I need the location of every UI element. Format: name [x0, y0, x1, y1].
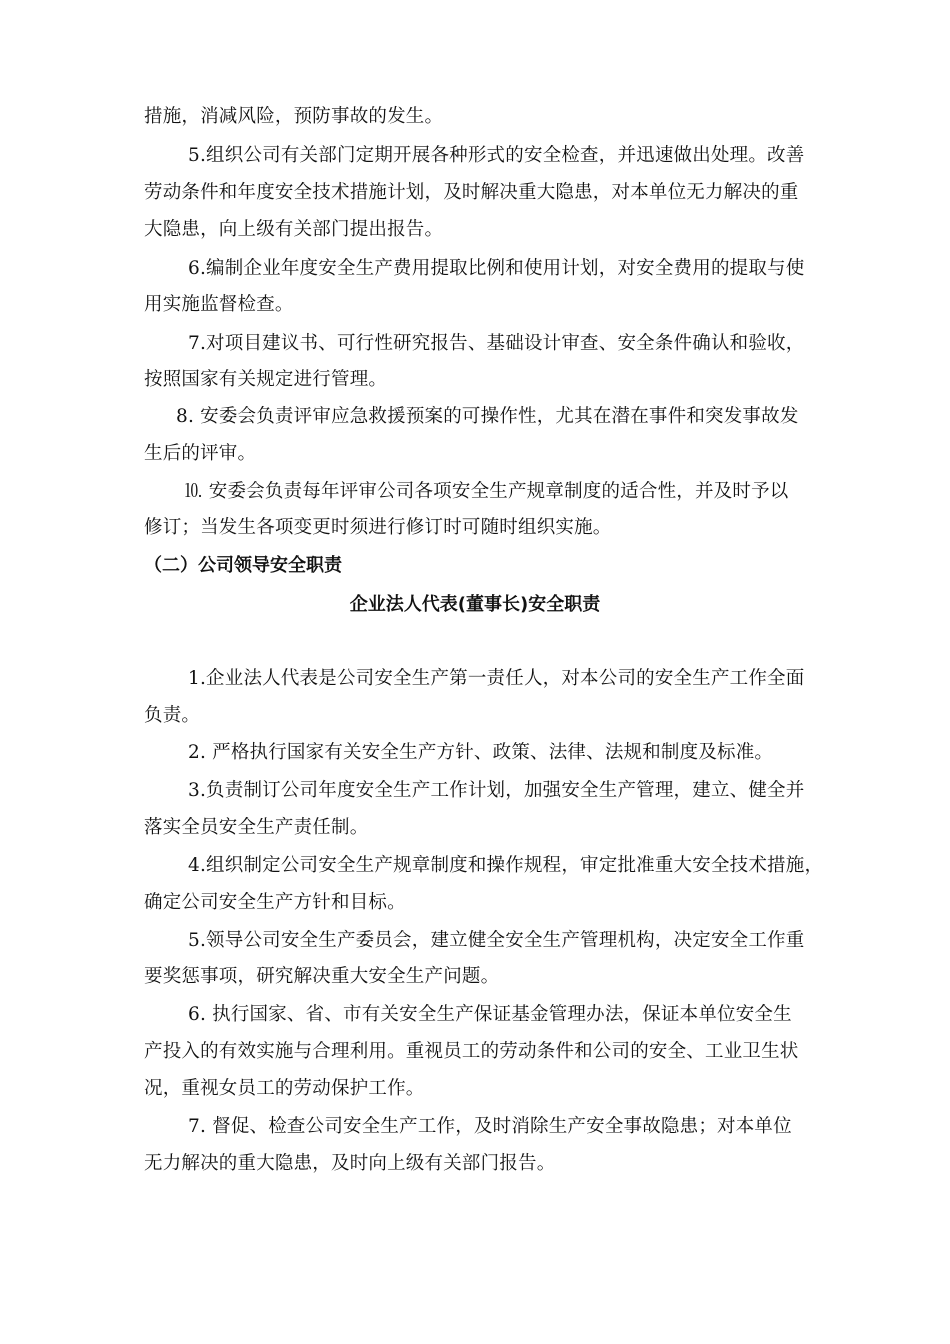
paragraph-line: 7.对项目建议书、可行性研究报告、基础设计审查、安全条件确认和验收，	[188, 333, 805, 354]
section-heading: （二）公司领导安全职责	[144, 555, 342, 576]
paragraph-line: 6.编制企业年度安全生产费用提取比例和使用计划，对安全费用的提取与使	[188, 258, 805, 279]
paragraph-line: 产投入的有效实施与合理利用。重视员工的劳动条件和公司的安全、工业卫生状	[144, 1041, 799, 1062]
paragraph-line: 措施，消减风险，预防事故的发生。	[144, 106, 444, 127]
paragraph-line: 5.领导公司安全生产委员会，建立健全安全生产管理机构，决定安全工作重	[188, 930, 805, 951]
paragraph-line: 1.企业法人代表是公司安全生产第一责任人，对本公司的安全生产工作全面	[188, 668, 805, 689]
paragraph-line: 劳动条件和年度安全技术措施计划，及时解决重大隐患，对本单位无力解决的重	[144, 182, 799, 203]
paragraph-line: 落实全员安全生产责任制。	[144, 817, 369, 838]
paragraph-line: 确定公司安全生产方针和目标。	[144, 892, 406, 913]
paragraph-line: 要奖惩事项，研究解决重大安全生产问题。	[144, 966, 500, 987]
paragraph-line: 6. 执行国家、省、市有关安全生产保证基金管理办法，保证本单位安全生	[188, 1004, 792, 1025]
paragraph-line: 况，重视女员工的劳动保护工作。	[144, 1078, 425, 1099]
section-title: 企业法人代表(董事长)安全职责	[349, 594, 601, 615]
paragraph-line: 7. 督促、检查公司安全生产工作，及时消除生产安全事故隐患；对本单位	[188, 1116, 792, 1137]
paragraph-line: 无力解决的重大隐患，及时向上级有关部门报告。	[144, 1153, 556, 1174]
paragraph-line: 5.组织公司有关部门定期开展各种形式的安全检查，并迅速做出处理。改善	[188, 145, 805, 166]
paragraph-line: ⒑ 安委会负责每年评审公司各项安全生产规章制度的适合性，并及时予以	[184, 481, 789, 502]
paragraph-line: 4.组织制定公司安全生产规章制度和操作规程，审定批准重大安全技术措施，	[188, 855, 824, 876]
paragraph-line: 负责。	[144, 705, 201, 726]
paragraph-line: 按照国家有关规定进行管理。	[144, 369, 388, 390]
paragraph-line: 3.负责制订公司年度安全生产工作计划，加强安全生产管理，建立、健全并	[188, 780, 805, 801]
paragraph-line: 生后的评审。	[144, 443, 257, 464]
paragraph-line: 8. 安委会负责评审应急救援预案的可操作性，尤其在潜在事件和突发事故发	[176, 406, 799, 427]
paragraph-line: 修订；当发生各项变更时须进行修订时可随时组织实施。	[144, 517, 612, 538]
paragraph-line: 用实施监督检查。	[144, 294, 294, 315]
paragraph-line: 大隐患，向上级有关部门提出报告。	[144, 219, 444, 240]
paragraph-line: 2. 严格执行国家有关安全生产方针、政策、法律、法规和制度及标准。	[188, 742, 774, 763]
